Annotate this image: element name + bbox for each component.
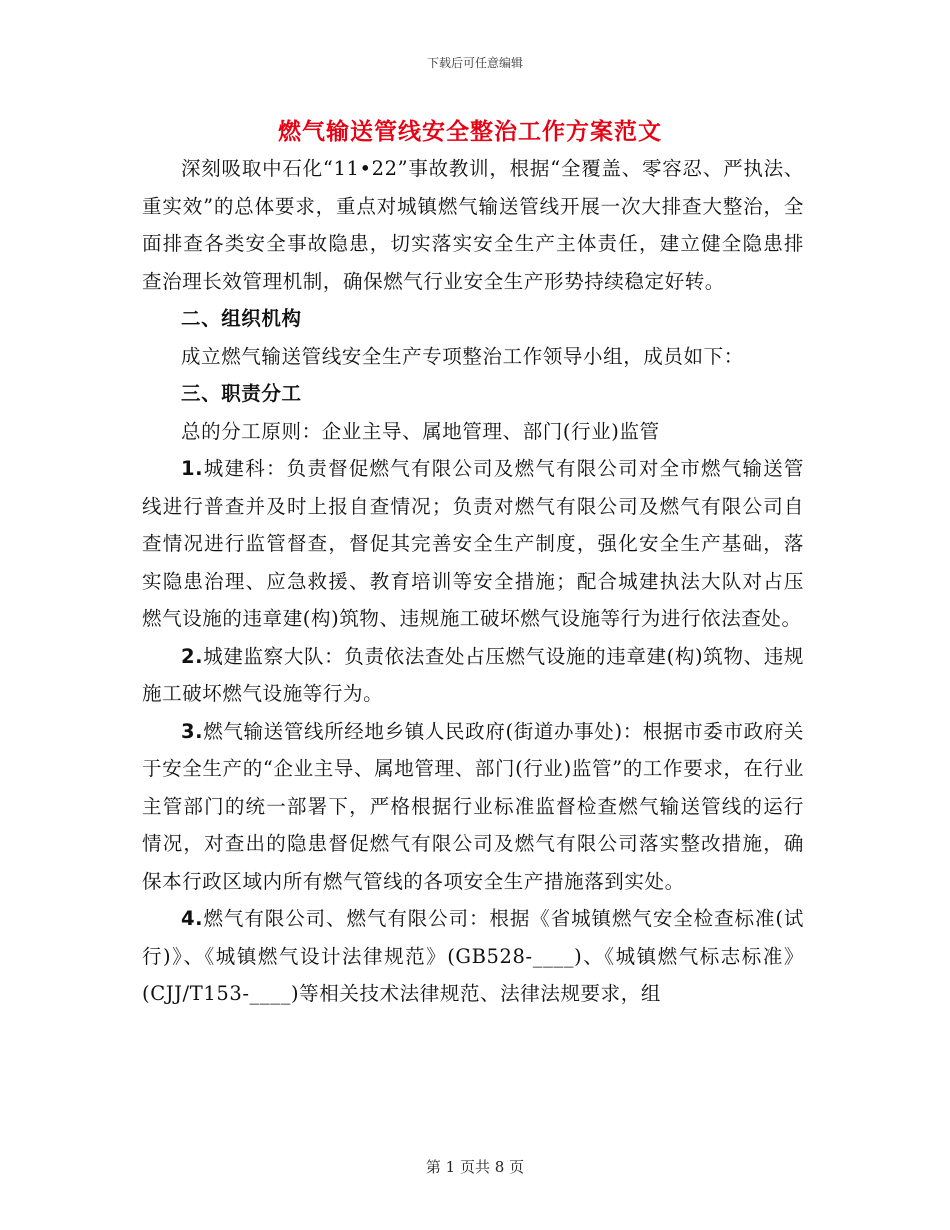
organization-paragraph: 成立燃气输送管线安全生产专项整治工作领导小组，成员如下： xyxy=(181,344,744,368)
list-item xyxy=(142,900,804,1013)
intro-paragraph: 深刻吸取中石化“11•22”事故教训，根据“全覆盖、零容忍、严执法、重实效”的总体要求，重点对城镇燃气输送管线开展一次大排查大整治，全面排查各类安全事故隐患，切实落实安全生产主体责任，建立健全隐患排查治理长效管理机制，确保燃气行业安全生产形势持续稳定好转。 xyxy=(142,157,804,293)
list-item-text: 燃气有限公司、燃气有限公司：根据《省城镇燃气安全检查标准(试行)》、《城镇燃气设计法律规范》(GB528-____)、《城镇燃气标志标准》(CJJ/T153-____)等相关技术法律规范、法律法规要求，组 xyxy=(142,907,804,1005)
section-heading-responsibilities: 三、职责分工 xyxy=(181,382,302,405)
page-header-note: 下载后可任意编辑 xyxy=(426,56,523,70)
list-item-number: 4. xyxy=(181,907,204,930)
list-item-number: 1. xyxy=(181,457,204,480)
list-item-text: 燃气输送管线所经地乡镇人民政府(街道办事处)：根据市委市政府关于安全生产的“企业主导、属地管理、部门(行业)监管”的工作要求，在行业主管部门的统一部署下，严格根据行业标准监督检查燃气输送管线的运行情况，对查出的隐患督促燃气有限公司及燃气有限公司落实整改措施，确保本行政区域内所有燃气管线的各项安全生产措施落到实处。 xyxy=(142,719,804,893)
list-item-text: 城建科：负责督促燃气有限公司及燃气有限公司对全市燃气输送管线进行普查并及时上报自查情况；负责对燃气有限公司及燃气有限公司自查情况进行监管督查，督促其完善安全生产制度，强化安全生产基础，落实隐患治理、应急救援、教育培训等安全措施；配合城建执法大队对占压燃气设施的违章建(构)筑物、违规施工破坏燃气设施等行为进行依法查处。 xyxy=(142,457,804,630)
list-item-number: 2. xyxy=(181,644,204,668)
list-item-number: 3. xyxy=(181,719,204,743)
list-item xyxy=(142,450,804,638)
page-footer-number: 第 1 页共 8 页 xyxy=(425,1158,525,1176)
document-title: 燃气输送管线安全整治工作方案范文 xyxy=(278,118,662,145)
principle-paragraph: 总的分工原则：企业主导、属地管理、部门(行业)监管 xyxy=(181,419,660,443)
list-item xyxy=(142,713,804,901)
list-item xyxy=(142,638,804,713)
list-item-text: 城建监察大队：负责依法查处占压燃气设施的违章建(构)筑物、违规施工破坏燃气设施等行为。 xyxy=(142,644,804,705)
document-body xyxy=(142,150,804,1013)
section-heading-organization: 二、组织机构 xyxy=(181,307,302,330)
